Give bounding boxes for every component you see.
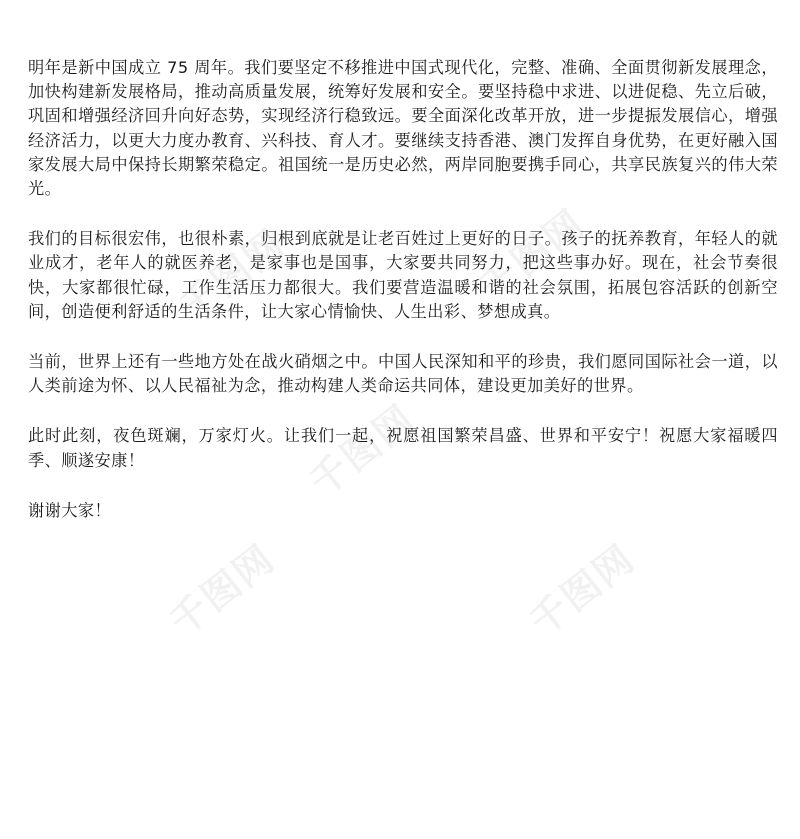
watermark-text: 千图网 bbox=[471, 200, 593, 310]
watermark-text: 千图网 bbox=[521, 535, 643, 645]
closing-line: 谢谢大家！ bbox=[28, 500, 112, 520]
paragraph: 我们的目标很宏伟，也很朴素，归根到底就是让老百姓过上更好的日子。孩子的抚养教育，年轻人的就业成才，老年人的就医养老，是家事也是国事，大家要共同努力，把这些事办好。现在，社会节奏很快，大家都很忙碌，工作生活压力都很大。我们要营造温暖和谐的社会氛围，拓展包容活跃的创新空间，创造便利舒适的生活条件，让大家心情愉快、人生出彩、梦想成真。 bbox=[28, 229, 778, 321]
watermark-text: 千图网 bbox=[301, 395, 423, 505]
speech-text bbox=[28, 56, 778, 523]
watermark-text: 千图网 bbox=[161, 535, 283, 645]
watermark-text: 千图网 bbox=[171, 220, 293, 330]
paragraph: 当前，世界上还有一些地方处在战火硝烟之中。中国人民深知和平的珍贵，我们愿同国际社会一道，以人类前途为怀、以人民福祉为念，推动构建人类命运共同体，建设更加美好的世界。 bbox=[28, 352, 778, 396]
paragraph: 明年是新中国成立 75 周年。我们要坚定不移推进中国式现代化，完整、准确、全面贯彻新发展理念，加快构建新发展格局，推动高质量发展，统筹好发展和安全。要坚持稳中求进、以进促稳、先立后破，巩固和增强经济回升向好态势，实现经济行稳致远。要全面深化改革开放，进一步提振发展信心，增强经济活力，以更大力度办教育、兴科技、育人才。要继续支持香港、澳门发挥自身优势，在更好融入国家发展大局中保持长期繁荣稳定。祖国统一是历史必然，两岸同胞要携手同心，共享民族复兴的伟大荣光。 bbox=[28, 58, 778, 199]
paragraph: 此时此刻，夜色斑斓，万家灯火。让我们一起，祝愿祖国繁荣昌盛、世界和平安宁！祝愿大家福暖四季、顺遂安康！ bbox=[28, 426, 778, 470]
